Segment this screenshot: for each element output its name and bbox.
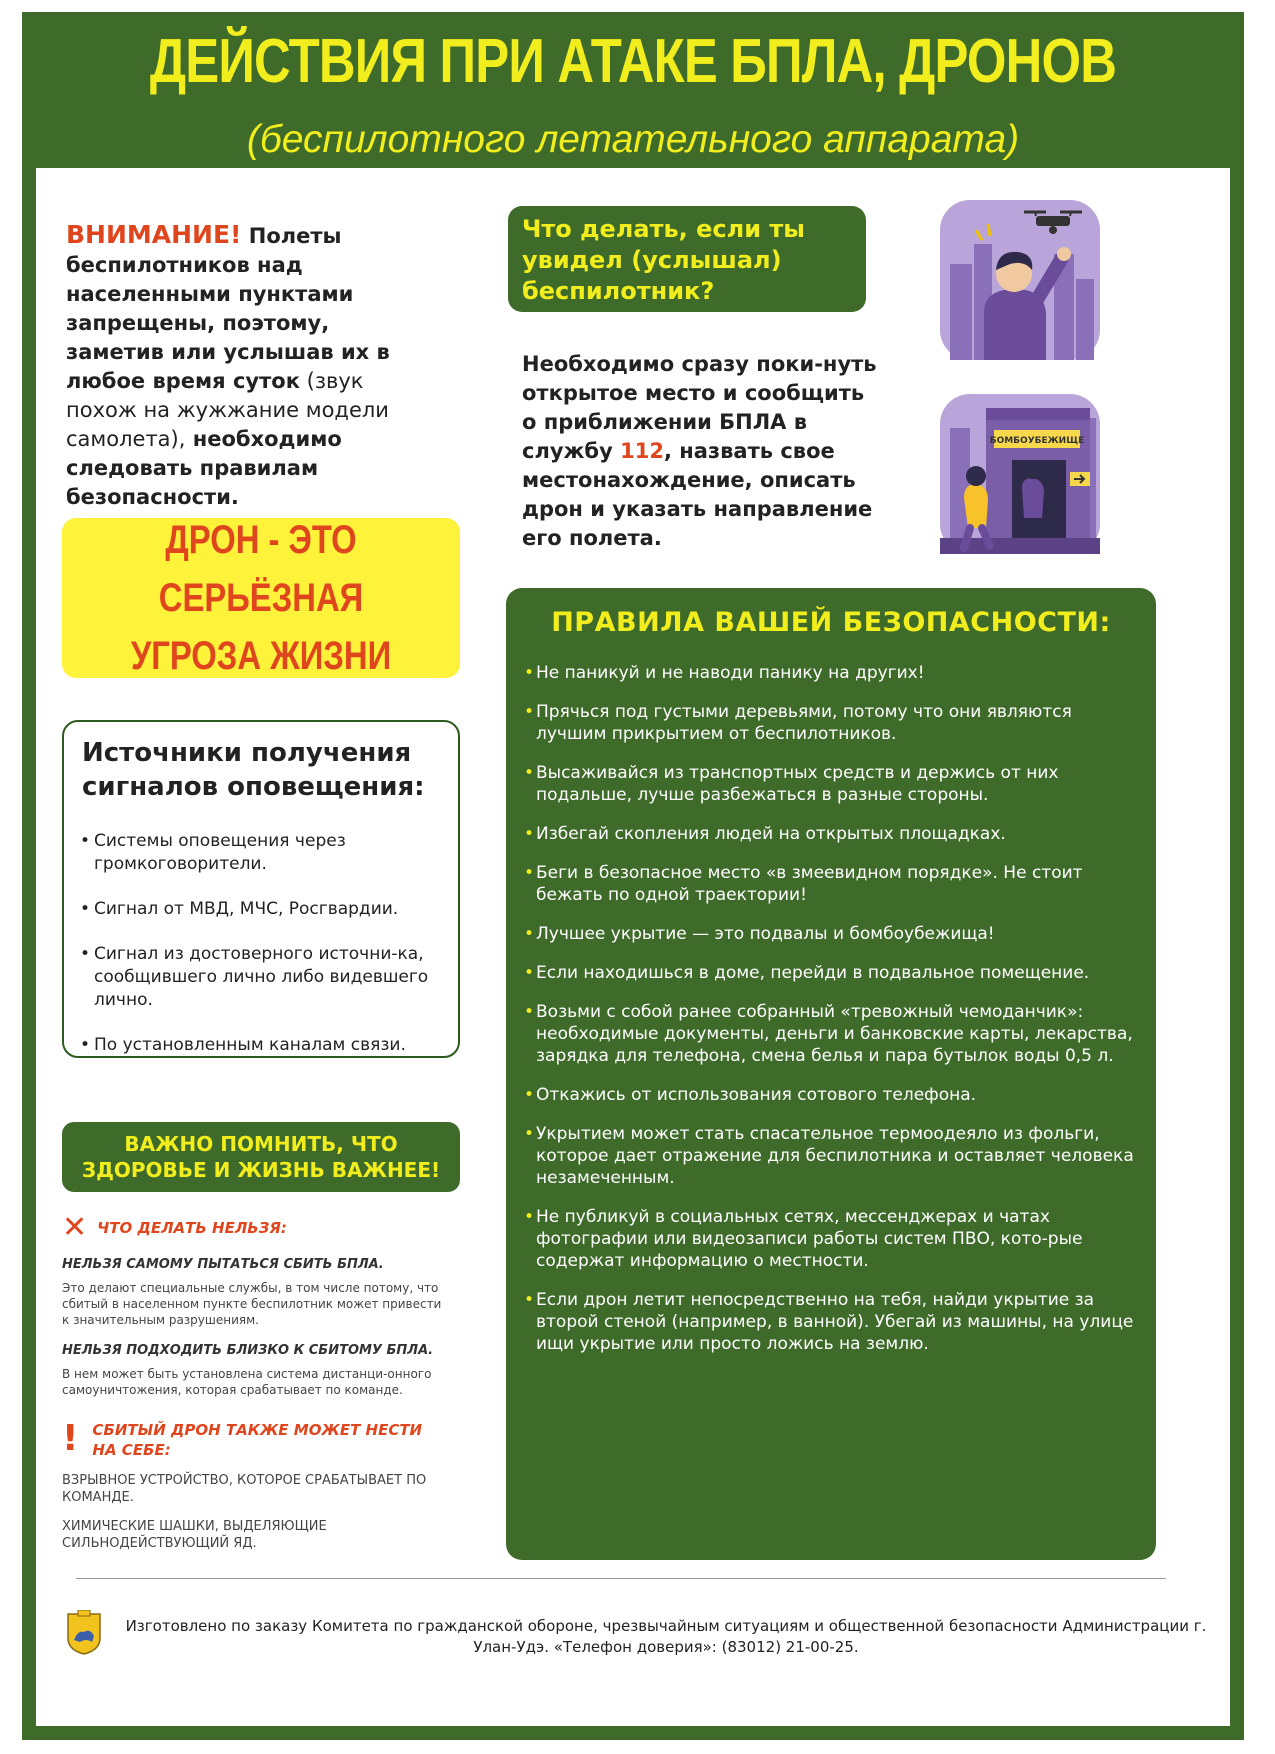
city-crest-icon — [66, 1610, 102, 1656]
rule-text: В нем может быть установлена система дистанци-онного самоуничтожения, которая срабатывает по команде. — [62, 1367, 432, 1397]
warning-item: ХИМИЧЕСКИЕ ШАШКИ, ВЫДЕЛЯЮЩИЕ СИЛЬНОДЕЙСТВУЮЩИЙ ЯД. — [62, 1519, 327, 1551]
list-item: • Высаживайся из транспортных средств и держись от них подальше, лучше разбежаться в разные стороны. — [524, 762, 1138, 806]
dont-do-section — [62, 1210, 442, 1552]
instructions-text-2: , назвать свое местонахождение, описать дрон и указать направление его полета. — [522, 439, 873, 550]
list-item: • Откажись от использования сотового телефона. — [524, 1084, 1138, 1106]
footer-divider — [76, 1578, 1166, 1579]
shelter-sign-text: БОМБОУБЕЖИЩЕ — [989, 436, 1085, 446]
list-item: • Укрытием может стать спасательное термоодеяло из фольги, которое дает отражение для беспилотника и оставляет человека незамеченным. — [524, 1123, 1138, 1189]
list-item: • Не паникуй и не наводи панику на других! — [524, 662, 1138, 684]
list-item: • Сигнал от МВД, МЧС, Росгвардии. — [80, 898, 442, 921]
dont-do-heading: ЧТО ДЕЛАТЬ НЕЛЬЗЯ: — [97, 1219, 287, 1237]
list-item: • Если находишься в доме, перейди в подвальное помещение. — [524, 962, 1138, 984]
list-item: • Системы оповещения через громкоговорители. — [80, 830, 442, 876]
list-item: • По установленным каналам связи. — [80, 1034, 442, 1057]
list-item: • Лучшее укрытие — это подвалы и бомбоубежища! — [524, 923, 1138, 945]
warning-item: ВЗРЫВНОЕ УСТРОЙСТВО, КОТОРОЕ СРАБАТЫВАЕТ ПО КОМАНДЕ. — [62, 1473, 427, 1505]
list-item: • Не публикуй в социальных сетях, мессенджерах и чатах фотографии или видеозаписи работы систем ПВО, кото-рые содержат информацию о местности. — [524, 1206, 1138, 1272]
emergency-number: 112 — [620, 439, 664, 463]
question-box: Что делать, если ты увидел (услышал) беспилотник? — [508, 206, 866, 312]
attention-text-light: (звук похож на жужжание модели самолета), — [66, 369, 389, 451]
safety-rules-box — [506, 588, 1156, 1560]
poster-title: ДЕЙСТВИЯ ПРИ АТАКЕ БПЛА, ДРОНОВ — [149, 27, 1117, 96]
list-item: • Избегай скопления людей на открытых площадках. — [524, 823, 1138, 845]
instructions-paragraph — [522, 350, 882, 553]
attention-paragraph — [66, 220, 426, 512]
threat-box — [62, 518, 460, 678]
dont-do-header — [62, 1210, 442, 1245]
threat-text: ДРОН - ЭТО СЕРЬЁЗНАЯ УГРОЗА ЖИЗНИ — [130, 518, 392, 678]
warning-block — [62, 1420, 442, 1460]
warning-heading: СБИТЫЙ ДРОН ТАКЖЕ МОЖЕТ НЕСТИ НА СЕБЕ: — [92, 1421, 423, 1459]
shelter-illustration — [934, 388, 1106, 560]
sources-list — [80, 830, 442, 1057]
attention-text-bold-2: необходимо следовать правилам безопасности. — [66, 427, 342, 509]
sources-heading: Источники получения сигналов оповещения: — [82, 738, 425, 802]
list-item: • Беги в безопасное место «в змеевидном порядке». Не стоит бежать по одной траектории! — [524, 862, 1138, 906]
safety-rules-heading: ПРАВИЛА ВАШЕЙ БЕЗОПАСНОСТИ: — [551, 607, 1111, 638]
attention-text-bold: Полеты беспилотников над населенными пунктами запрещены, поэтому, заметив или услышав их в любое время суток — [66, 224, 390, 393]
drone-spotting-illustration — [934, 194, 1106, 366]
list-item: • Прячься под густыми деревьями, потому что они являются лучшим прикрытием от беспилотников. — [524, 701, 1138, 745]
list-item: • Сигнал из достоверного источни-ка, сообщившего лично либо видевшего лично. — [80, 943, 442, 1012]
footer-credit: Изготовлено по заказу Комитета по гражданской обороне, чрезвычайным ситуациям и общественной безопасности Администрации г. Улан-Удэ. «Телефон доверия»: (83012) 21-00-25. — [125, 1617, 1207, 1656]
poster-subtitle: (беспилотного летательного аппарата) — [246, 118, 1020, 161]
list-item: • Возьми с собой ранее собранный «тревожный чемоданчик»: необходимые документы, деньги и банковские карты, лекарства, зарядка для телефона, смена белья и пара бутылок воды 0,5 л. — [524, 1001, 1138, 1067]
exclamation-icon: ! — [62, 1418, 79, 1459]
attention-label: ВНИМАНИЕ! — [66, 220, 242, 249]
rule-text: Это делают специальные службы, в том числе потому, что сбитый в населенном пункте беспилотник может привести к значительным разрушениям. — [62, 1281, 442, 1327]
rule-title: НЕЛЬЗЯ САМОМУ ПЫТАТЬСЯ СБИТЬ БПЛА. — [62, 1257, 384, 1272]
footer — [36, 1588, 1230, 1726]
poster — [22, 12, 1244, 1740]
list-item: • Если дрон летит непосредственно на тебя, найди укрытие за второй стеной (например, в ванной). Убегай из машины, на улице ищи укрытие или просто ложись на землю. — [524, 1289, 1138, 1355]
sources-box — [62, 720, 460, 1058]
remember-box: ВАЖНО ПОМНИТЬ, ЧТО ЗДОРОВЬЕ И ЖИЗНЬ ВАЖНЕЕ! — [62, 1122, 460, 1192]
cross-icon: ✕ — [62, 1210, 88, 1245]
rule-title: НЕЛЬЗЯ ПОДХОДИТЬ БЛИЗКО К СБИТОМУ БПЛА. — [62, 1343, 434, 1358]
instructions-text-1: Необходимо сразу поки-нуть открытое место и сообщить о приближении БПЛА в службу — [522, 352, 877, 463]
safety-rules-list — [524, 662, 1138, 1355]
